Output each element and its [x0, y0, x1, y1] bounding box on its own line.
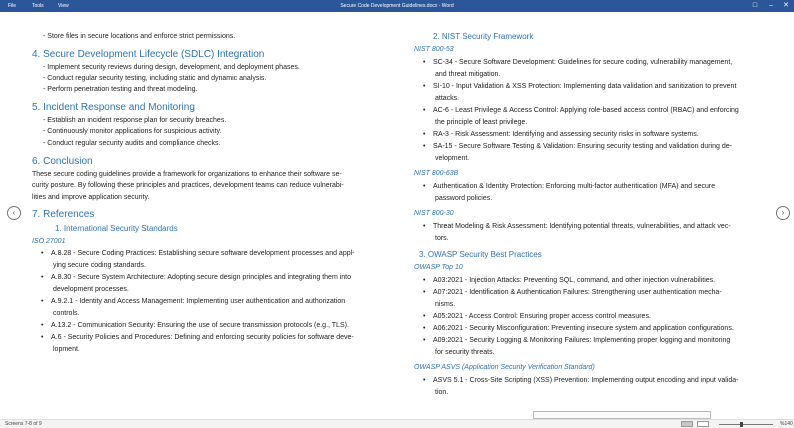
horizontal-scrollbar[interactable] [533, 411, 711, 419]
page-left: - Store files in secure locations and enforce strict permissions. 4. Secure Development Lifecycle (SDLC) Integration - Implement security reviews during design, development, and deployment phases. - Conduct regular security testing, including static and dynamic analysis. - Perform penetration testing and threat modeling. 5. Incident Response and Monitoring - Establish an incident response plan for security breaches. - Continuously monitor applications for suspicious activity. - Conduct regular security audits and compliance checks. 6. Conclusion These secure coding guidelines provide a framework for organizations to enhance their software se- curity posture. By following these principles and practices, development teams can reduce vulnerabi- lities and improve application security. 7. References 1. International Security Standards ISO 27001 • A.8.28 - Secure Coding Practices: Establishing secure software development processes and appl- ying secure coding standards. • A.8.30 - Secure System Architecture: Adopting secure design principles and integrating them into development processes. • A.9.2.1 - Identity and Access Management: Implementing user authentication and authorization controls. • A.13.2 - Communication Security: Ensuring the use of secure transmission protocols (e.g., TLS). • A.6 - Security Policies and Procedures: Defining and enforcing security policies for software deve- lopment. [22, 12, 397, 409]
incident-line: - Establish an incident response plan for security breaches. [43, 117, 227, 124]
minimize-icon[interactable]: – [769, 2, 773, 9]
bullet-icon: • [423, 131, 426, 138]
sdlc-line: - Perform penetration testing and threat modeling. [43, 86, 198, 93]
conclusion-line: These secure coding guidelines provide a framework for organizations to enhance their software se- [32, 171, 342, 178]
intro-line: - Store files in secure locations and enforce strict permissions. [43, 33, 236, 40]
heading-conclusion: 6. Conclusion [32, 156, 93, 167]
bullet-icon: • [423, 183, 426, 190]
heading-iso27001: ISO 27001 [32, 238, 66, 245]
incident-line: - Conduct regular security audits and compliance checks. [43, 140, 221, 147]
read-mode-icon[interactable] [681, 421, 693, 427]
heading-nist-800-63b: NIST 800-63B [414, 170, 459, 177]
sdlc-line: - Implement security reviews during design, development, and deployment phases. [43, 64, 300, 71]
close-icon[interactable]: ✕ [783, 2, 789, 9]
heading-owasp: 3. OWASP Security Best Practices [419, 250, 542, 259]
heading-nist: 2. NIST Security Framework [433, 32, 534, 41]
bullet-icon: • [41, 298, 44, 305]
bullet-icon: • [423, 223, 426, 230]
next-page-button[interactable]: › [776, 206, 790, 220]
heading-owasp-asvs: OWASP ASVS (Application Security Verification Standard) [414, 364, 595, 371]
bullet-icon: • [423, 277, 426, 284]
bullet-icon: • [423, 377, 426, 384]
bullet-icon: • [423, 107, 426, 114]
heading-nist-800-53: NIST 800-53 [414, 46, 454, 53]
heading-sdlc: 4. Secure Development Lifecycle (SDLC) Integration [32, 49, 265, 60]
bullet-icon: • [423, 289, 426, 296]
window-title: Secure Code Development Guidelines.docx - Word [340, 3, 454, 9]
zoom-slider[interactable] [719, 424, 773, 425]
screen-count: Screens 7-8 of 9 [5, 421, 42, 427]
bullet-icon: • [423, 143, 426, 150]
menu-file[interactable]: File [8, 3, 17, 9]
heading-owasp-top10: OWASP Top 10 [414, 264, 463, 271]
zoom-level[interactable]: %140 [780, 421, 793, 427]
bullet-icon: • [41, 322, 44, 329]
bullet-icon: • [423, 325, 426, 332]
menu-view[interactable]: View [58, 3, 69, 9]
prev-page-button[interactable]: ‹ [7, 206, 21, 220]
sdlc-line: - Conduct regular security testing, including static and dynamic analysis. [43, 75, 267, 82]
bullet-icon: • [41, 250, 44, 257]
heading-references: 7. References [32, 209, 95, 220]
bullet-icon: • [41, 334, 44, 341]
bullet-icon: • [41, 274, 44, 281]
heading-nist-800-30: NIST 800-30 [414, 210, 454, 217]
menu-tools[interactable]: Tools [32, 3, 44, 9]
bullet-icon: • [423, 313, 426, 320]
bullet-icon: • [423, 59, 426, 66]
zoom-slider-thumb[interactable] [740, 422, 743, 427]
incident-line: - Continuously monitor applications for suspicious activity. [43, 128, 222, 135]
print-layout-icon[interactable] [697, 421, 709, 427]
heading-incident: 5. Incident Response and Monitoring [32, 102, 195, 113]
conclusion-line: curity posture. By following these principles and practices, development teams can reduce vulnerabi- [32, 182, 344, 189]
status-bar [0, 419, 794, 428]
bullet-icon: • [423, 337, 426, 344]
restore-icon[interactable]: □ [752, 2, 758, 9]
title-bar [0, 0, 794, 12]
bullet-icon: • [423, 83, 426, 90]
conclusion-line: lities and improve application security. [32, 194, 150, 201]
page-right: 2. NIST Security Framework NIST 800-53 • SC-34 - Secure Software Development: Guidelines for secure coding, vulnerability management, and threat mitigation. • SI-10 - Input Validation & XSS Protection: Implementing data validation and sanitization to prevent attacks. • AC-6 - Least Privilege & Access Control: Applying role-based access control (RBAC) and enforcing the principle of least privilege. • RA-3 - Risk Assessment: Identifying and assessing security risks in software systems. • SA-15 - Secure Software Testing & Validation: Ensuring security testing and validation during de- velopment. NIST 800-63B • Authentication & Identity Protection: Enforcing multi-factor authentication (MFA) and secure password policies. NIST 800-30 • Threat Modeling & Risk Assessment: Identifying potential threats, vulnerabilities, and attack vec- tors. 3. OWASP Security Best Practices OWASP Top 10 • A03:2021 - Injection Attacks: Preventing SQL, command, and other injection vulnerabilities. • A07:2021 - Identification & Authentication Failures: Strengthening user authentication mecha- nisms. • A05:2021 - Access Control: Ensuring proper access control measures. • A06:2021 - Security Misconfiguration: Preventing insecure system and application configurations. • A09:2021 - Security Logging & Monitoring Failures: Implementing proper logging and monitoring for security threats. OWASP ASVS (Application Security Verification Standard) • ASVS 5.1 - Cross-Site Scripting (XSS) Prevention: Implementing output encoding and input valida- tion. [400, 12, 772, 409]
heading-intl-standards: 1. International Security Standards [55, 224, 178, 233]
